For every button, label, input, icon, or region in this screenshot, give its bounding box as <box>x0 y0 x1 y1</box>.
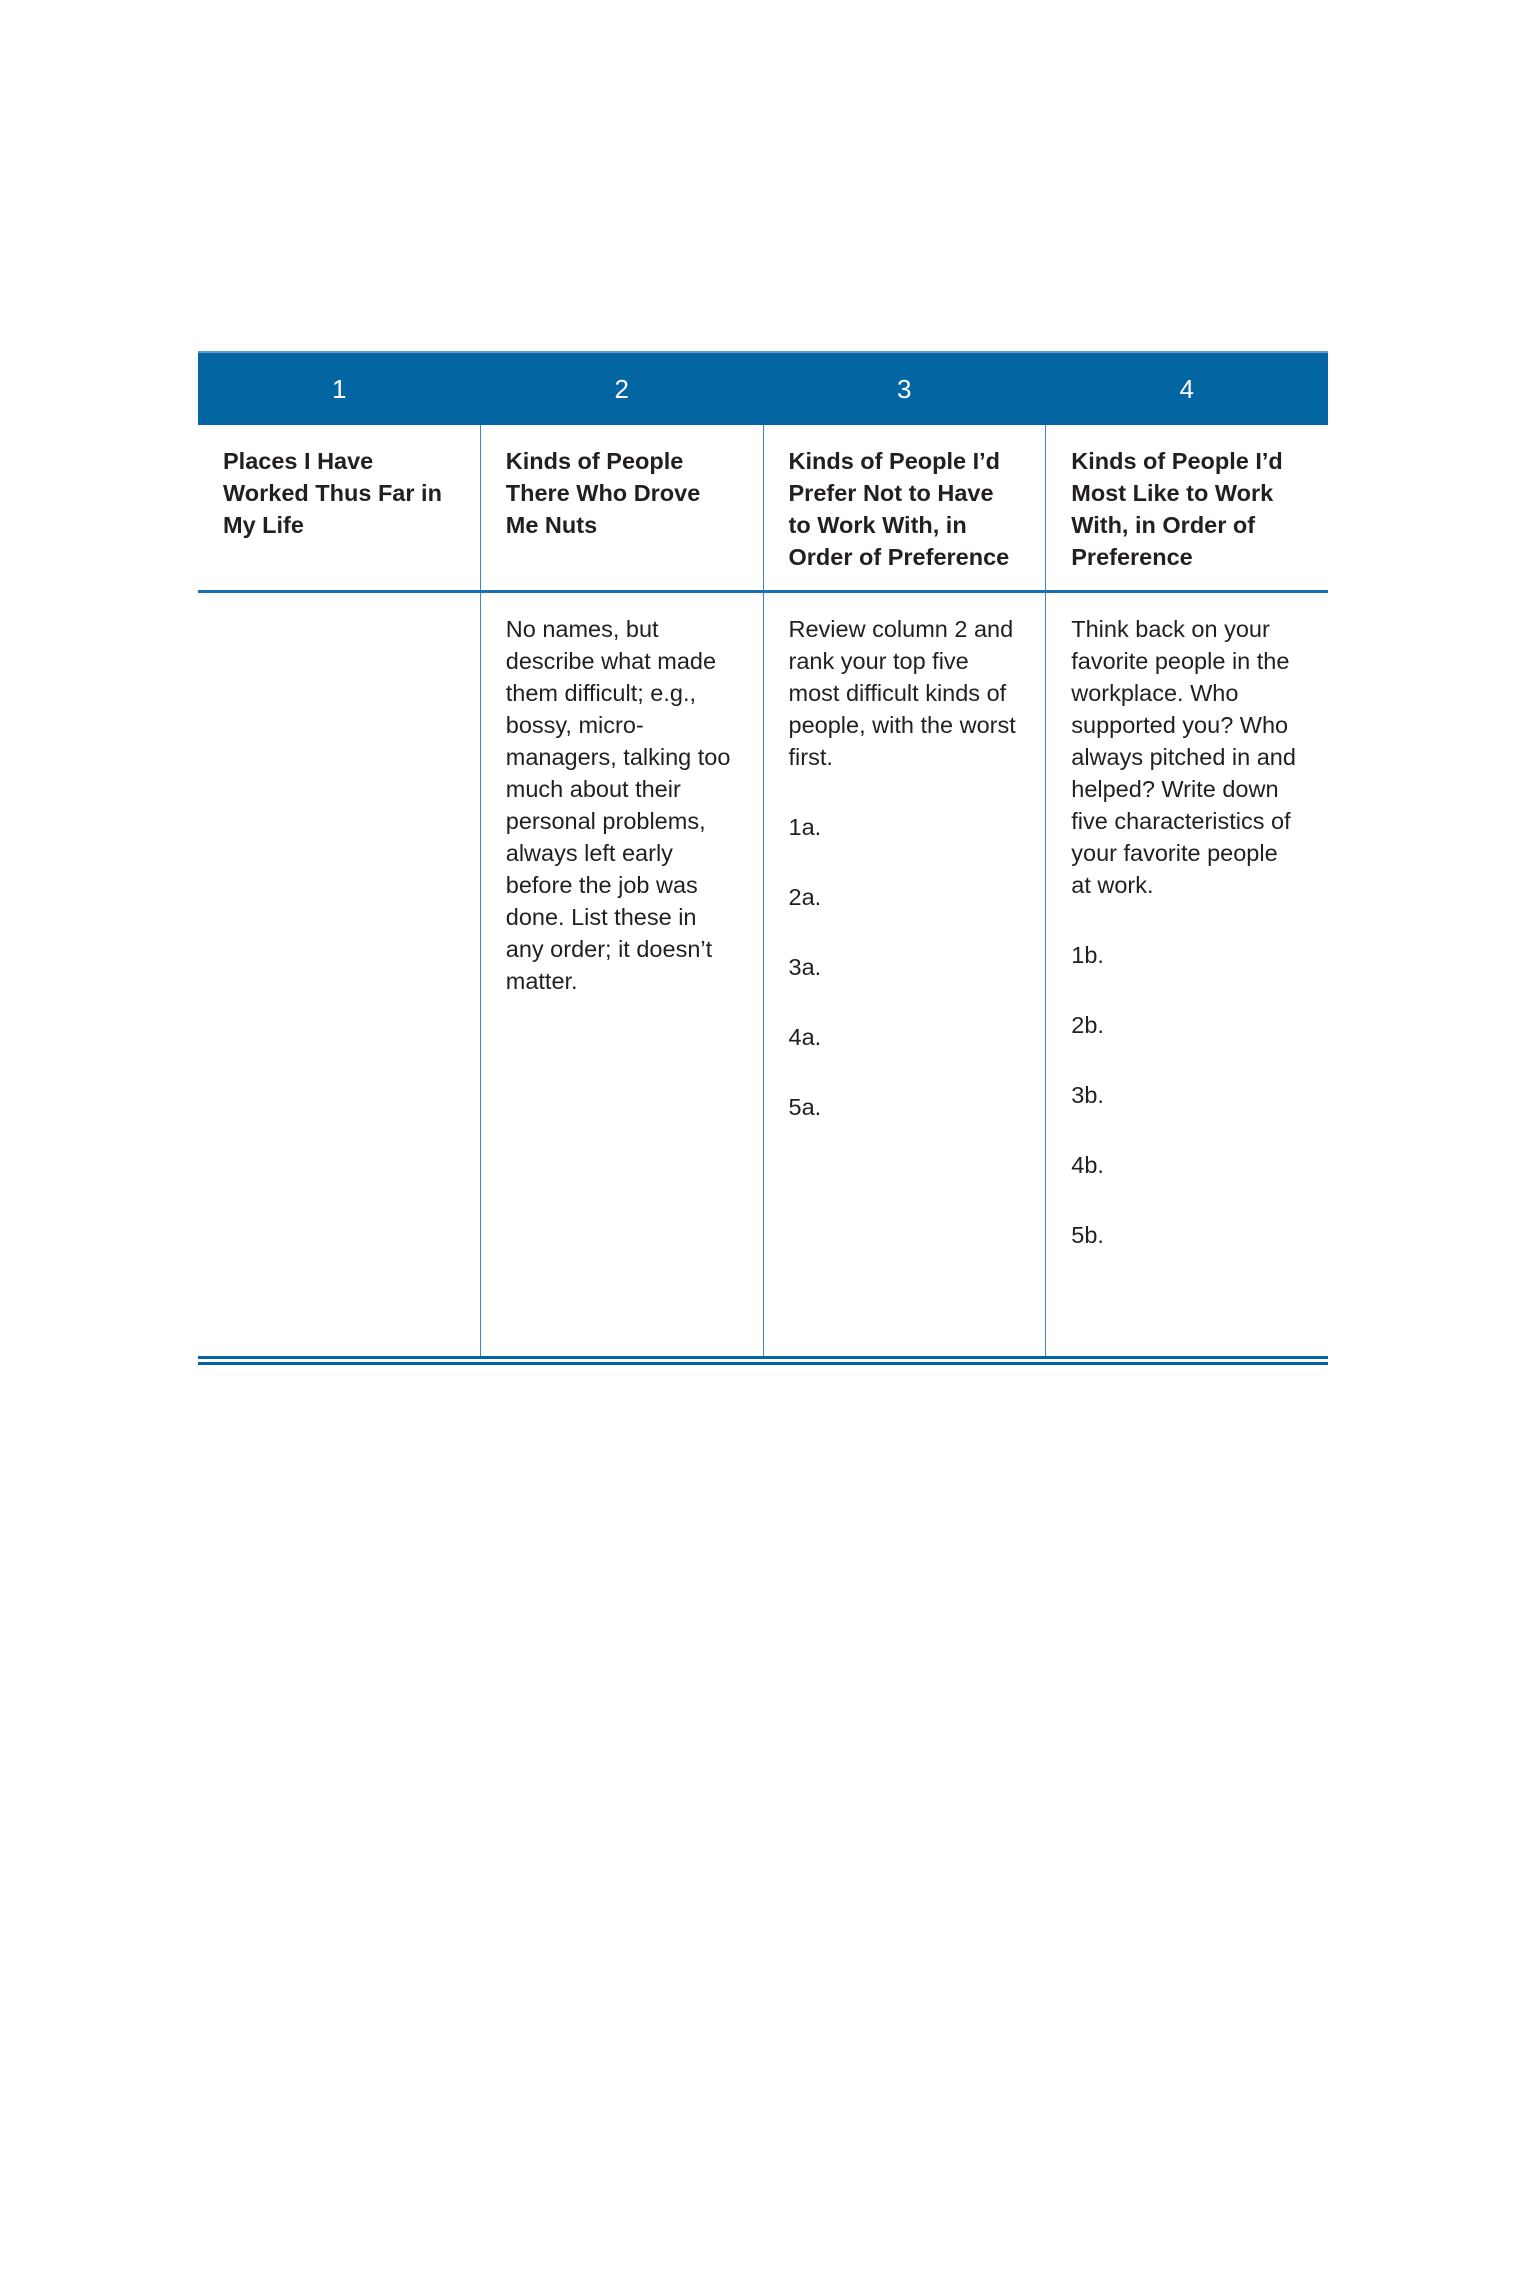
column-number: 2 <box>614 374 629 404</box>
worksheet-table <box>198 351 1328 1365</box>
body-row <box>198 593 1328 1356</box>
column-title: Places I Have Worked Thus Far in My Life <box>223 448 442 538</box>
column-title: Kinds of People There Who Drove Me Nuts <box>480 425 763 590</box>
list-item: 1b. <box>1071 942 1104 968</box>
column-number: 3 <box>897 374 912 404</box>
column-number: 1 <box>332 374 347 404</box>
column-4-cell[interactable] <box>1045 593 1328 1356</box>
list-item: 5b. <box>1071 1222 1104 1248</box>
list-item: 2b. <box>1071 1012 1104 1038</box>
list-item: 4a. <box>788 1024 822 1050</box>
list-item: 2a. <box>788 884 822 910</box>
column-title: Kinds of People I’d Prefer Not to Have to Work With, in Order of Preference <box>763 425 1046 590</box>
column-instructions: Think back on your favorite people in the workplace. Who supported you? Who always pitched in and helped? Write down five characteristics of your favorite people at work. <box>1071 616 1296 898</box>
column-title: Kinds of People I’d Most Like to Work With, in Order of Preference <box>1045 425 1328 590</box>
column-2-cell[interactable] <box>480 593 763 1356</box>
column-title-row <box>198 425 1328 593</box>
list-item: 1a. <box>788 814 822 840</box>
list-item: 5a. <box>788 1094 822 1120</box>
column-instructions: Review column 2 and rank your top five most difficult kinds of people, with the worst first. <box>788 616 1016 770</box>
bottom-rule <box>198 1362 1328 1365</box>
list-item: 4b. <box>1071 1152 1104 1178</box>
column-instructions: No names, but describe what made them difficult; e.g., bossy, micro-managers, talking too much about their personal problems, always left early before the job was done. List these in any order; it doesn’t matter. <box>505 616 731 994</box>
column-1-cell[interactable] <box>198 593 480 1356</box>
column-number: 4 <box>1179 374 1194 404</box>
column-3-cell[interactable] <box>763 593 1046 1356</box>
column-number-row <box>198 351 1328 425</box>
list-item: 3a. <box>788 954 822 980</box>
list-item: 3b. <box>1071 1082 1104 1108</box>
